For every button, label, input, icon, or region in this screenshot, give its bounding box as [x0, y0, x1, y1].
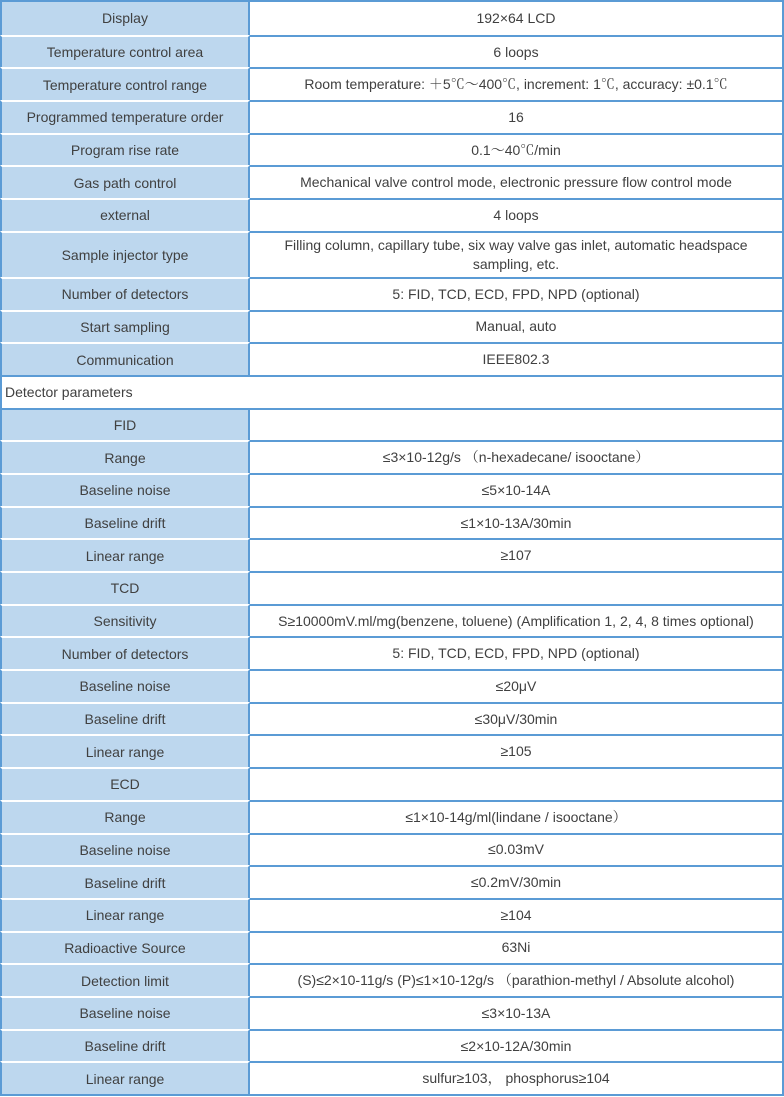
spec-label-cell: Baseline drift	[0, 865, 250, 898]
spec-value-cell: ≥105	[250, 734, 784, 767]
spec-value-cell: 63Ni	[250, 931, 784, 964]
table-row	[0, 865, 784, 898]
table-row	[0, 604, 784, 637]
spec-value-cell: 5: FID, TCD, ECD, FPD, NPD (optional)	[250, 277, 784, 310]
spec-value-cell: ≤1×10-13A/30min	[250, 506, 784, 539]
spec-label-cell: Number of detectors	[0, 636, 250, 669]
spec-label-cell: TCD	[0, 571, 250, 604]
section-row	[0, 375, 784, 408]
table-row	[0, 996, 784, 1029]
spec-value-cell: 192×64 LCD	[250, 2, 784, 35]
table-row	[0, 133, 784, 166]
spec-value-cell: (S)≤2×10-11g/s (P)≤1×10-12g/s （parathion-methyl / Absolute alcohol)	[250, 963, 784, 996]
spec-label-cell: Number of detectors	[0, 277, 250, 310]
table-row	[0, 277, 784, 310]
spec-label-cell: Gas path control	[0, 165, 250, 198]
spec-value-cell	[250, 408, 784, 441]
table-row	[0, 310, 784, 343]
table-row	[0, 35, 784, 68]
spec-label-cell: Sample injector type	[0, 231, 250, 277]
spec-label-cell: Temperature control range	[0, 67, 250, 100]
table-row	[0, 1061, 784, 1094]
spec-label-cell: Program rise rate	[0, 133, 250, 166]
spec-label-cell: Linear range	[0, 1061, 250, 1094]
table-row	[0, 231, 784, 277]
spec-label-cell: Programmed temperature order	[0, 100, 250, 133]
spec-label-cell: Baseline noise	[0, 996, 250, 1029]
section-header-cell: Detector parameters	[0, 375, 784, 408]
spec-label-cell: Baseline noise	[0, 669, 250, 702]
spec-label-cell: Linear range	[0, 734, 250, 767]
spec-value-cell: S≥10000mV.ml/mg(benzene, toluene) (Amplification 1, 2, 4, 8 times optional)	[250, 604, 784, 637]
table-row	[0, 67, 784, 100]
spec-value-cell: IEEE802.3	[250, 342, 784, 375]
table-row	[0, 963, 784, 996]
spec-label-cell: FID	[0, 408, 250, 441]
spec-label-cell: Baseline drift	[0, 506, 250, 539]
spec-value-cell: ≤0.03mV	[250, 833, 784, 866]
spec-value-cell: ≤3×10-12g/s （n-hexadecane/ isooctane）	[250, 440, 784, 473]
spec-value-cell: ≤5×10-14A	[250, 473, 784, 506]
table-row	[0, 2, 784, 35]
spec-value-cell	[250, 571, 784, 604]
table-row	[0, 669, 784, 702]
spec-label-cell: Detection limit	[0, 963, 250, 996]
spec-value-cell: 16	[250, 100, 784, 133]
spec-value-cell: 6 loops	[250, 35, 784, 68]
table-row	[0, 702, 784, 735]
spec-value-cell: ≤1×10-14g/ml(lindane / isooctane）	[250, 800, 784, 833]
table-row	[0, 198, 784, 231]
spec-label-cell: Start sampling	[0, 310, 250, 343]
spec-label-cell: Display	[0, 2, 250, 35]
spec-label-cell: Radioactive Source	[0, 931, 250, 964]
spec-value-cell: Mechanical valve control mode, electronic pressure flow control mode	[250, 165, 784, 198]
table-row	[0, 473, 784, 506]
spec-label-cell: Communication	[0, 342, 250, 375]
table-row	[0, 506, 784, 539]
spec-value-cell: sulfur≥103， phosphorus≥104	[250, 1061, 784, 1094]
table-row	[0, 342, 784, 375]
spec-label-cell: Baseline drift	[0, 702, 250, 735]
table-row	[0, 100, 784, 133]
spec-value-cell: Manual, auto	[250, 310, 784, 343]
spec-value-cell: 4 loops	[250, 198, 784, 231]
spec-label-cell: Baseline drift	[0, 1029, 250, 1062]
spec-label-cell: Range	[0, 800, 250, 833]
table-row	[0, 440, 784, 473]
spec-value-cell: ≤20μV	[250, 669, 784, 702]
table-row	[0, 800, 784, 833]
table-row	[0, 538, 784, 571]
spec-value-cell: Room temperature: ＋5℃～400℃, increment: 1℃, accuracy: ±0.1℃	[250, 67, 784, 100]
spec-value-cell: 5: FID, TCD, ECD, FPD, NPD (optional)	[250, 636, 784, 669]
spec-label-cell: Linear range	[0, 538, 250, 571]
table-row	[0, 408, 784, 441]
table-row	[0, 571, 784, 604]
table-row	[0, 931, 784, 964]
spec-label-cell: ECD	[0, 767, 250, 800]
spec-value-cell	[250, 767, 784, 800]
spec-value-cell: ≥107	[250, 538, 784, 571]
spec-label-cell: Linear range	[0, 898, 250, 931]
table-row	[0, 734, 784, 767]
table-row	[0, 833, 784, 866]
table-row	[0, 898, 784, 931]
spec-value-cell: ≤30μV/30min	[250, 702, 784, 735]
table-row	[0, 767, 784, 800]
spec-value-cell: ≥104	[250, 898, 784, 931]
spec-label-cell: external	[0, 198, 250, 231]
spec-value-cell: ≤0.2mV/30min	[250, 865, 784, 898]
spec-value-cell: ≤3×10-13A	[250, 996, 784, 1029]
spec-value-cell: Filling column, capillary tube, six way valve gas inlet, automatic headspace sampling, etc.	[250, 231, 784, 277]
spec-label-cell: Baseline noise	[0, 473, 250, 506]
spec-label-cell: Sensitivity	[0, 604, 250, 637]
spec-label-cell: Range	[0, 440, 250, 473]
spec-value-cell: 0.1～40℃/min	[250, 133, 784, 166]
table-row	[0, 165, 784, 198]
spec-label-cell: Temperature control area	[0, 35, 250, 68]
spec-label-cell: Baseline noise	[0, 833, 250, 866]
spec-value-cell: ≤2×10-12A/30min	[250, 1029, 784, 1062]
table-row	[0, 1029, 784, 1062]
table-row	[0, 636, 784, 669]
